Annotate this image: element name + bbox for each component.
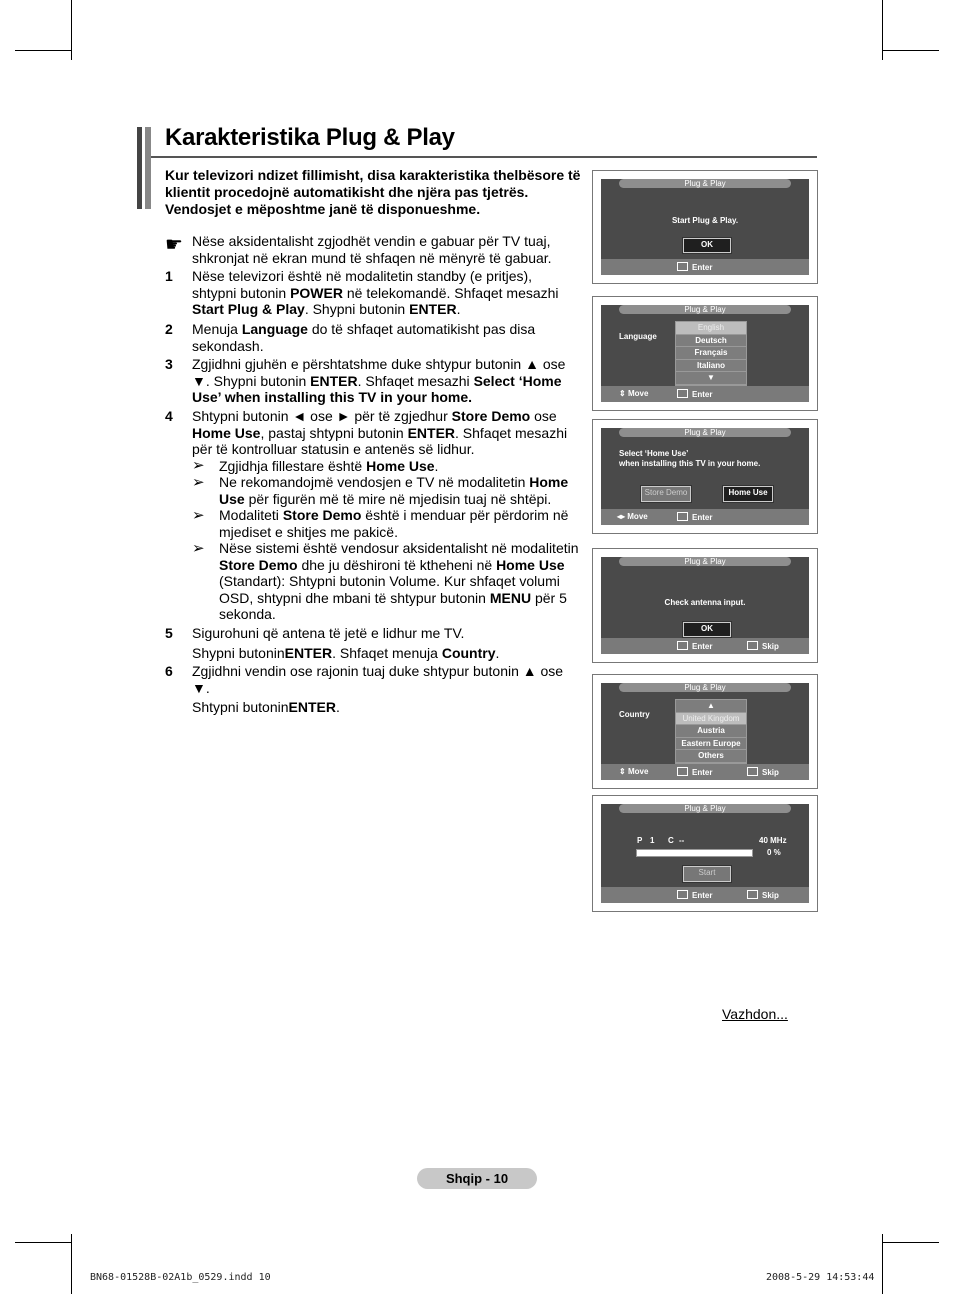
step-number: 6 [165, 663, 173, 679]
ok-button[interactable]: OK [683, 622, 731, 637]
list-item[interactable]: Eastern Europe [676, 738, 746, 751]
progress-percent: 0 % [767, 848, 781, 857]
crop-mark [882, 1234, 883, 1294]
store-demo-button[interactable]: Store Demo [641, 486, 691, 502]
crop-mark [15, 1242, 72, 1243]
left-right-icon: ◂▸ [617, 512, 626, 521]
osd-header: Plug & Play [619, 683, 791, 692]
list-item[interactable]: English [676, 322, 746, 335]
enter-icon [677, 641, 688, 650]
skip-icon [747, 767, 758, 776]
osd-footer: ⇕ Move Enter [601, 386, 809, 402]
step-2-text: Menuja Language do të shfaqet automatikisht pas disa sekondash. [192, 321, 536, 354]
crop-mark [882, 1242, 939, 1243]
up-down-icon: ⇕ [619, 389, 626, 398]
enter-icon [677, 262, 688, 271]
osd-header: Plug & Play [619, 428, 791, 437]
list-item[interactable]: Français [676, 347, 746, 360]
step-number: 2 [165, 321, 173, 337]
step-number: 1 [165, 268, 173, 284]
program-number: 1 [650, 836, 655, 845]
intro-text: Kur televizori ndizet fillimisht, disa karakteristika thelbësore të klientit procedojnë automatikisht dhe njëra pas tjetrës. Vendosjet e mëposhtme janë të disponueshme. [165, 167, 581, 217]
osd-footer: Enter Skip [601, 887, 809, 903]
osd-footer: ◂▸ Move Enter [601, 509, 809, 525]
osd-footer: Enter [601, 259, 809, 275]
osd-screen-antenna [592, 548, 818, 663]
osd-screen-start [592, 170, 818, 284]
osd-screen-language [592, 296, 818, 411]
page-title: Karakteristika Plug & Play [165, 124, 455, 151]
program-label: P [637, 836, 643, 845]
frequency: 40 MHz [759, 836, 787, 845]
skip-icon [747, 641, 758, 650]
channel-label: C [668, 836, 674, 845]
note-arrow-icon: ➢ [192, 540, 205, 557]
step-4-note: Nëse sistemi është vendosur aksidentalisht në modalitetin Store Demo dhe ju dëshironi të ktheheni në Home Use (Standart): Shtypni butonin Volume. Kur shfaqet volumi OSD, shtypni dhe mbani të shtypur butonin MENU për 5 sekonda. [219, 540, 579, 622]
scan-progress-bar [636, 849, 753, 857]
crop-mark [882, 50, 939, 51]
crop-mark [71, 0, 72, 60]
scroll-up-icon[interactable]: ▲ [676, 700, 746, 713]
note-arrow-icon: ➢ [192, 474, 205, 491]
step-number: 3 [165, 356, 173, 372]
move-hint: ⇕ Move [619, 389, 649, 398]
osd-header: Plug & Play [619, 305, 791, 314]
move-hint: ◂▸ Move [617, 512, 648, 521]
step-1-text: Nëse televizori është në modalitetin standby (e pritjes), shtypni butonin POWER në telekomandë. Shfaqet mesazhi Start Plug & Play. Shypni butonin ENTER. [192, 268, 559, 317]
skip-icon [747, 890, 758, 899]
footer-date: 2008-5-29 14:53:44 [766, 1272, 875, 1283]
osd-screen-scan [592, 795, 818, 912]
step-4-note: Ne rekomandojmë vendosjen e TV në modalitetin Home Use për figurën më të mire në mjedisin tuaj në shtëpi. [219, 474, 569, 507]
up-down-icon: ⇕ [619, 767, 626, 776]
list-item[interactable]: Others [676, 750, 746, 763]
step-4-text: Shtypni butonin ◄ ose ► për të zgjedhur Store Demo ose Home Use, pastaj shtypni butonin ENTER. Shfaqet mesazhi për të kontrolluar statusin e antenës së lidhur. [192, 408, 568, 457]
footer-file: BN68-01528B-02A1b_0529.indd 10 [90, 1272, 271, 1283]
note-text: Nëse aksidentalisht zgjodhët vendin e gabuar për TV tuaj, shkronjat në ekran mund të shfaqen në mënyrë të gabuar. [192, 233, 552, 266]
osd-screen-mode [592, 419, 818, 534]
home-use-button[interactable]: Home Use [723, 486, 773, 502]
country-label: Country [619, 710, 650, 719]
title-rule [151, 156, 817, 158]
language-list[interactable] [675, 321, 747, 386]
list-item[interactable]: United Kingdom [676, 713, 746, 726]
continued-link: Vazhdon... [722, 1006, 788, 1022]
country-list[interactable] [675, 699, 747, 764]
list-item[interactable]: Italiano [676, 360, 746, 373]
crop-mark [882, 0, 883, 60]
step-4-note: Modaliteti Store Demo është i menduar për përdorim në mjediset e shitjes me pakicë. [219, 507, 569, 540]
osd-message: Check antenna input. [664, 598, 746, 607]
step-4-note: Zgjidhja fillestare është Home Use. [219, 458, 439, 474]
title-accent-bar [145, 127, 151, 209]
title-accent-bar [137, 127, 142, 209]
crop-mark [71, 1234, 72, 1294]
osd-header: Plug & Play [619, 179, 791, 188]
list-item[interactable]: Austria [676, 725, 746, 738]
hand-pointer-icon: ☛ [165, 234, 183, 256]
step-number: 5 [165, 625, 173, 641]
osd-footer: Enter Skip [601, 638, 809, 654]
step-5-text: Sigurohuni që antena të jetë e lidhur me TV. Shypni butoninENTER. Shfaqet menuja Country. [192, 625, 500, 661]
scroll-down-icon[interactable]: ▼ [676, 372, 746, 385]
osd-footer: ⇕ Move Enter Skip [601, 764, 809, 780]
step-6-text: Zgjidhni vendin ose rajonin tuaj duke shtypur butonin ▲ ose ▼. Shtypni butoninENTER. [192, 663, 564, 715]
start-button[interactable]: Start [683, 866, 731, 882]
crop-mark [15, 50, 72, 51]
language-label: Language [619, 332, 657, 341]
step-number: 4 [165, 408, 173, 424]
osd-header: Plug & Play [619, 804, 791, 813]
page-number: Shqip - 10 [417, 1168, 537, 1189]
list-item[interactable]: Deutsch [676, 335, 746, 348]
osd-message: Start Plug & Play. [671, 216, 739, 225]
channel-value: -- [679, 836, 685, 845]
osd-screen-country [592, 674, 818, 789]
move-hint: ⇕ Move [619, 767, 649, 776]
enter-icon [677, 389, 688, 398]
ok-button[interactable]: OK [683, 238, 731, 253]
note-arrow-icon: ➢ [192, 507, 205, 524]
osd-message: Select ‘Home Use’ when installing this TV in your home. [619, 449, 761, 468]
step-3-text: Zgjidhni gjuhën e përshtatshme duke shtypur butonin ▲ ose ▼. Shypni butonin ENTER. Shfaqet mesazhi Select ‘Home Use’ when installing this TV in your home. [192, 356, 566, 405]
enter-icon [677, 767, 688, 776]
enter-icon [677, 890, 688, 899]
enter-icon [677, 512, 688, 521]
osd-header: Plug & Play [619, 557, 791, 566]
note-arrow-icon: ➢ [192, 457, 205, 474]
